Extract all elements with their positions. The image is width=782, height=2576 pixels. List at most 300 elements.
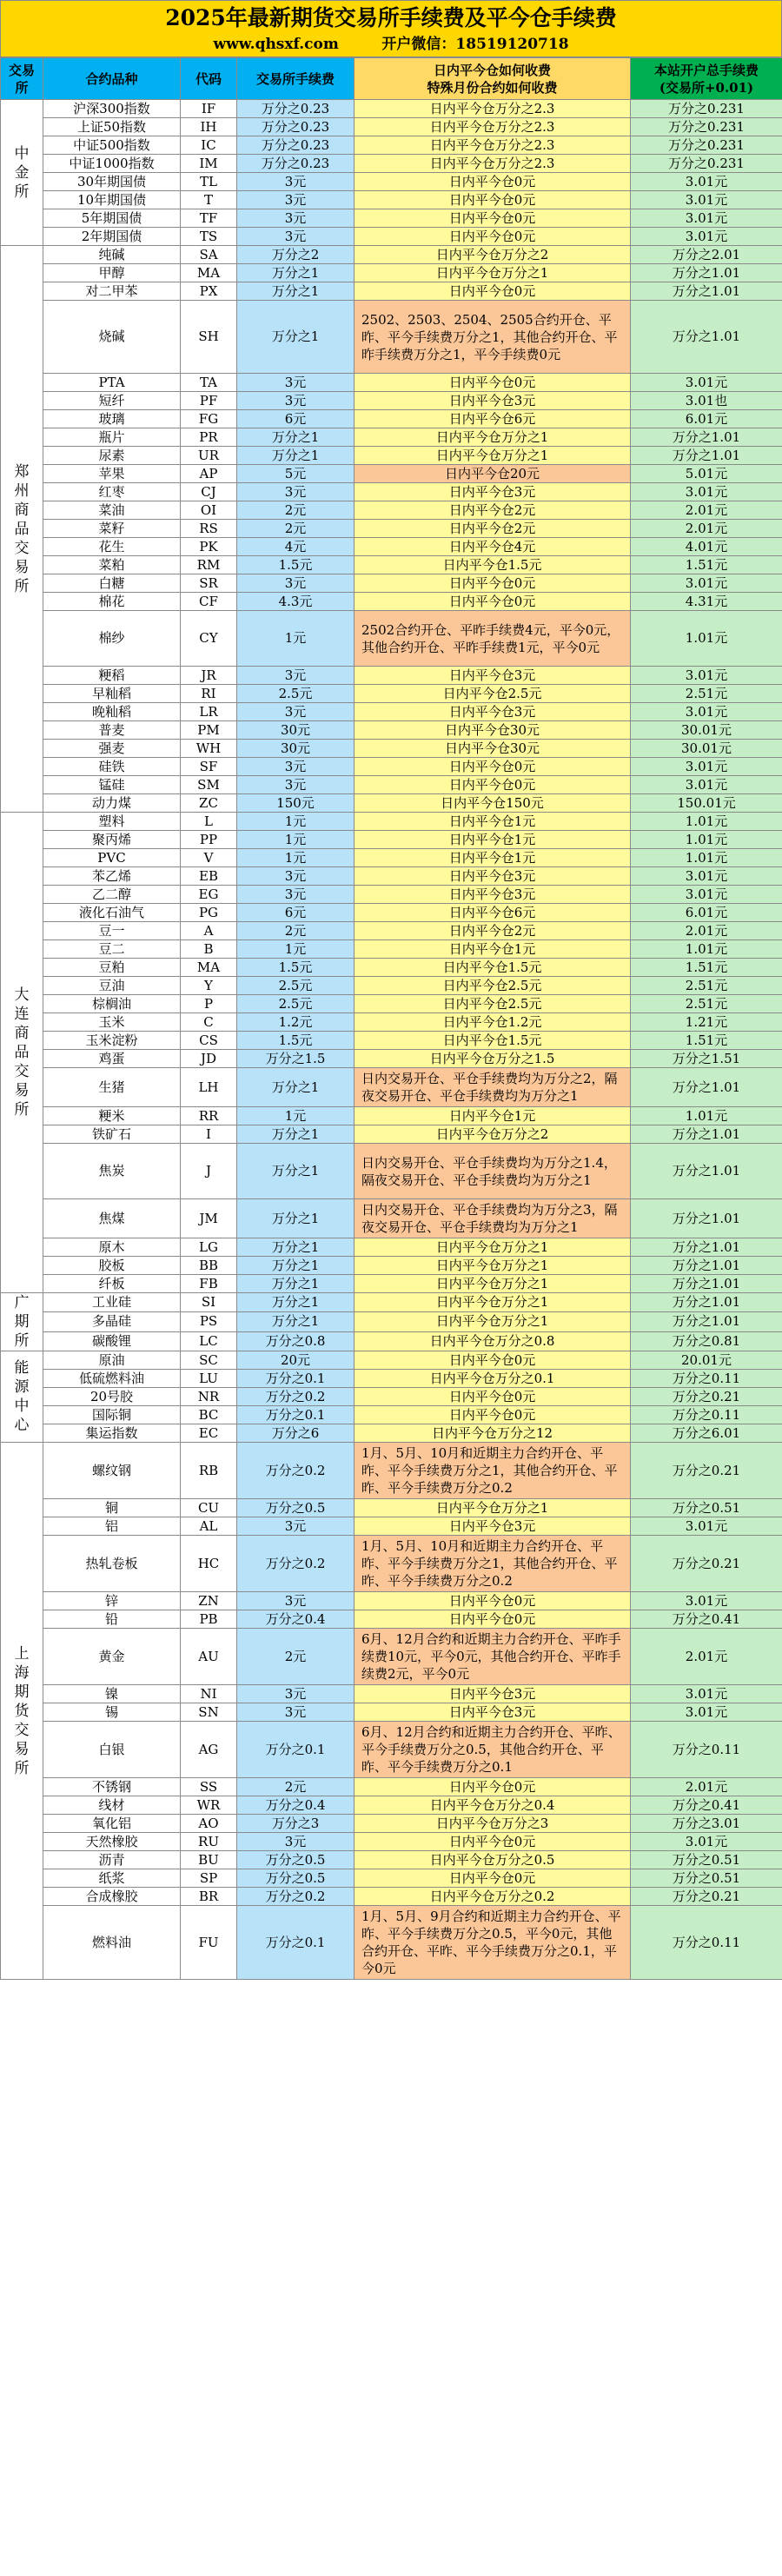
total-fee: 3.01元	[631, 776, 782, 794]
contract-code: RU	[181, 1833, 237, 1851]
intraday-fee: 日内平今仓6元	[355, 410, 631, 428]
total-fee: 3.01元	[631, 667, 782, 685]
table-row	[1, 1312, 782, 1331]
total-fee: 3.01元	[631, 574, 782, 593]
contract-name: 玉米淀粉	[43, 1032, 181, 1050]
contract-code: NR	[181, 1388, 237, 1406]
intraday-fee: 1月、5月、9月合约和近期主力合约开仓、平昨、平今手续费万分之0.5，平今0元，其他合约开仓、平昨、平今手续费万分之0.1，平今0元	[355, 1906, 631, 1980]
total-fee: 万分之0.21	[631, 1443, 782, 1499]
contract-code: EB	[181, 867, 237, 886]
contract-code: SS	[181, 1778, 237, 1796]
total-fee: 万分之0.21	[631, 1888, 782, 1906]
table-row	[1, 1592, 782, 1610]
total-fee: 万分之0.21	[631, 1388, 782, 1406]
intraday-fee: 日内平今仓6元	[355, 904, 631, 922]
intraday-fee: 日内平今仓3元	[355, 1703, 631, 1722]
total-fee: 万分之0.231	[631, 100, 782, 118]
table-row	[1, 100, 782, 118]
intraday-fee: 日内平今仓0元	[355, 374, 631, 392]
contract-name: PTA	[43, 374, 181, 392]
total-fee: 1.01元	[631, 831, 782, 849]
total-fee: 万分之2.01	[631, 246, 782, 264]
total-fee: 万分之1.01	[631, 1125, 782, 1144]
intraday-fee: 6月、12月合约和近期主力合约开仓、平昨手续费10元，平今0元，其他合约开仓、平昨手续费2元，平今0元	[355, 1629, 631, 1685]
total-fee: 3.01元	[631, 1703, 782, 1722]
exchange-fee: 3元	[237, 867, 355, 886]
exchange-fee: 20元	[237, 1351, 355, 1370]
exchange-name: 中金所	[1, 100, 43, 246]
table-row	[1, 1388, 782, 1406]
contract-name: 天然橡胶	[43, 1833, 181, 1851]
contract-name: 塑料	[43, 813, 181, 831]
exchange-fee: 万分之0.1	[237, 1906, 355, 1980]
total-fee: 3.01元	[631, 886, 782, 904]
contract-code: BR	[181, 1888, 237, 1906]
contract-code: PG	[181, 904, 237, 922]
total-fee: 万分之1.01	[631, 1293, 782, 1312]
contract-code: JM	[181, 1199, 237, 1238]
total-fee: 1.01元	[631, 940, 782, 959]
contract-name: 上证50指数	[43, 118, 181, 136]
total-fee: 万分之1.01	[631, 301, 782, 374]
table-row	[1, 1406, 782, 1424]
intraday-fee: 日内平今仓30元	[355, 740, 631, 758]
exchange-fee: 万分之1	[237, 1068, 355, 1107]
contract-code: WH	[181, 740, 237, 758]
contract-code: CJ	[181, 483, 237, 501]
total-fee: 2.01元	[631, 501, 782, 520]
contract-name: 中证1000指数	[43, 155, 181, 173]
contact-line	[1, 34, 781, 55]
exchange-fee: 3元	[237, 703, 355, 721]
table-row	[1, 1032, 782, 1050]
intraday-fee: 日内平今仓0元	[355, 1869, 631, 1888]
exchange-fee: 2元	[237, 1778, 355, 1796]
contract-code: AG	[181, 1722, 237, 1778]
total-fee: 3.01元	[631, 374, 782, 392]
contract-name: 纤板	[43, 1275, 181, 1293]
total-fee: 万分之0.51	[631, 1851, 782, 1869]
contract-name: 中证500指数	[43, 136, 181, 155]
contract-code: C	[181, 1013, 237, 1032]
exchange-fee: 万分之0.23	[237, 136, 355, 155]
exchange-fee: 2元	[237, 520, 355, 538]
contract-code: SH	[181, 301, 237, 374]
exchange-fee: 3元	[237, 209, 355, 228]
intraday-fee: 日内平今仓万分之1	[355, 264, 631, 282]
total-fee: 6.01元	[631, 904, 782, 922]
contract-name: 玉米	[43, 1013, 181, 1032]
contract-code: SM	[181, 776, 237, 794]
total-fee: 3.01元	[631, 1517, 782, 1536]
intraday-fee: 日内平今仓万分之3	[355, 1815, 631, 1833]
contract-name: 10年期国债	[43, 191, 181, 209]
table-row	[1, 904, 782, 922]
table-row	[1, 538, 782, 556]
total-fee: 2.01元	[631, 922, 782, 940]
contract-name: 螺纹钢	[43, 1443, 181, 1499]
exchange-name: 广期所	[1, 1293, 43, 1351]
table-row	[1, 611, 782, 667]
contract-name: 烧碱	[43, 301, 181, 374]
contract-name: PVC	[43, 849, 181, 867]
contract-code: AL	[181, 1517, 237, 1536]
contract-code: TF	[181, 209, 237, 228]
contract-code: BC	[181, 1406, 237, 1424]
contract-code: RI	[181, 685, 237, 703]
contract-code: ZC	[181, 794, 237, 813]
contract-name: 晚籼稻	[43, 703, 181, 721]
total-fee: 1.01元	[631, 813, 782, 831]
exchange-name: 上 海 期 货 交 易 所	[1, 1443, 43, 1980]
contract-code: A	[181, 922, 237, 940]
contract-code: BU	[181, 1851, 237, 1869]
table-row	[1, 685, 782, 703]
table-row	[1, 1629, 782, 1685]
exchange-fee: 4元	[237, 538, 355, 556]
total-fee: 万分之0.21	[631, 1536, 782, 1592]
contract-name: 菜籽	[43, 520, 181, 538]
total-fee: 6.01元	[631, 410, 782, 428]
contract-name: 豆一	[43, 922, 181, 940]
header-row	[1, 58, 782, 100]
total-fee: 30.01元	[631, 721, 782, 740]
intraday-fee: 日内平今仓3元	[355, 667, 631, 685]
table-row	[1, 794, 782, 813]
contract-name: 黄金	[43, 1629, 181, 1685]
total-fee: 万分之0.11	[631, 1906, 782, 1980]
exchange-fee: 万分之0.23	[237, 118, 355, 136]
contract-code: CF	[181, 593, 237, 611]
contract-name: 硅铁	[43, 758, 181, 776]
contract-name: 热轧卷板	[43, 1536, 181, 1592]
exchange-fee: 3元	[237, 228, 355, 246]
table-row	[1, 959, 782, 977]
table-row	[1, 410, 782, 428]
table-row	[1, 1610, 782, 1629]
intraday-fee: 日内平今仓2元	[355, 922, 631, 940]
intraday-fee: 日内平今仓3元	[355, 483, 631, 501]
exchange-fee: 2.5元	[237, 995, 355, 1013]
exchange-fee: 万分之2	[237, 246, 355, 264]
total-fee: 万分之1.01	[631, 1257, 782, 1275]
exchange-fee: 万分之1	[237, 1293, 355, 1312]
total-fee: 万分之6.01	[631, 1424, 782, 1443]
exchange-fee: 150元	[237, 794, 355, 813]
total-fee: 1.01元	[631, 1107, 782, 1125]
exchange-fee: 1.5元	[237, 1032, 355, 1050]
contract-code: HC	[181, 1536, 237, 1592]
contract-name: 菜油	[43, 501, 181, 520]
intraday-fee: 日内交易开仓、平仓手续费均为万分之1.4，隔夜交易开仓、平仓手续费均为万分之1	[355, 1144, 631, 1199]
intraday-fee: 日内平今仓1元	[355, 1107, 631, 1125]
total-fee: 万分之0.231	[631, 118, 782, 136]
intraday-fee: 日内平今仓2.5元	[355, 685, 631, 703]
table-row	[1, 465, 782, 483]
exchange-fee: 万分之0.4	[237, 1610, 355, 1629]
intraday-fee: 日内平今仓3元	[355, 886, 631, 904]
table-row	[1, 1536, 782, 1592]
contract-name: 合成橡胶	[43, 1888, 181, 1906]
contract-code: TA	[181, 374, 237, 392]
exchange-fee: 万分之1	[237, 1125, 355, 1144]
total-fee: 3.01元	[631, 209, 782, 228]
contract-name: 早籼稻	[43, 685, 181, 703]
total-fee: 万分之0.11	[631, 1722, 782, 1778]
table-row	[1, 593, 782, 611]
contract-name: 2年期国债	[43, 228, 181, 246]
contract-code: NI	[181, 1685, 237, 1703]
contract-code: PB	[181, 1610, 237, 1629]
contract-code: JD	[181, 1050, 237, 1068]
col-exchange-fee: 交易所手续费	[237, 58, 355, 100]
contract-name: 棉纱	[43, 611, 181, 667]
total-fee: 2.51元	[631, 685, 782, 703]
contract-code: EC	[181, 1424, 237, 1443]
website-link[interactable]: www.qhsxf.com	[213, 36, 339, 53]
table-row	[1, 155, 782, 173]
table-row	[1, 136, 782, 155]
total-fee: 2.01元	[631, 1778, 782, 1796]
contract-code: LU	[181, 1370, 237, 1388]
exchange-fee: 万分之0.1	[237, 1370, 355, 1388]
total-fee: 1.01元	[631, 611, 782, 667]
contract-code: JR	[181, 667, 237, 685]
contract-name: 氧化铝	[43, 1815, 181, 1833]
total-fee: 30.01元	[631, 740, 782, 758]
total-fee: 万分之0.11	[631, 1370, 782, 1388]
total-fee: 万分之1.01	[631, 1144, 782, 1199]
total-fee: 3.01元	[631, 483, 782, 501]
intraday-fee: 1月、5月、10月和近期主力合约开仓、平昨、平今手续费万分之1，其他合约开仓、平昨、平今手续费万分之0.2	[355, 1443, 631, 1499]
total-fee: 2.01元	[631, 1629, 782, 1685]
exchange-fee: 万分之1	[237, 264, 355, 282]
total-fee: 3.01元	[631, 867, 782, 886]
table-row	[1, 1238, 782, 1257]
contract-code: SF	[181, 758, 237, 776]
intraday-fee: 日内平今仓万分之0.5	[355, 1851, 631, 1869]
total-fee: 万分之1.01	[631, 1199, 782, 1238]
exchange-fee: 2.5元	[237, 977, 355, 995]
exchange-fee: 6元	[237, 410, 355, 428]
exchange-fee: 3元	[237, 1517, 355, 1536]
contract-name: 乙二醇	[43, 886, 181, 904]
table-row	[1, 246, 782, 264]
col-intraday: 日内平今仓如何收费 特殊月份合约如何收费	[355, 58, 631, 100]
table-row	[1, 813, 782, 831]
exchange-fee: 万分之0.2	[237, 1443, 355, 1499]
contract-name: 棉花	[43, 593, 181, 611]
contract-code: ZN	[181, 1592, 237, 1610]
total-fee: 万分之1.01	[631, 1312, 782, 1331]
contract-code: B	[181, 940, 237, 959]
exchange-fee: 万分之0.2	[237, 1888, 355, 1906]
contract-code: SA	[181, 246, 237, 264]
contract-code: V	[181, 849, 237, 867]
contract-code: SR	[181, 574, 237, 593]
exchange-fee: 万分之6	[237, 1424, 355, 1443]
col-exchange: 交易所	[1, 58, 43, 100]
exchange-fee: 3元	[237, 374, 355, 392]
exchange-fee: 万分之1	[237, 282, 355, 301]
exchange-fee: 万分之0.23	[237, 155, 355, 173]
contract-name: 对二甲苯	[43, 282, 181, 301]
contract-code: I	[181, 1125, 237, 1144]
intraday-fee: 6月、12月合约和近期主力合约开仓、平昨、平今手续费万分之0.5，其他合约开仓、平昨、平今手续费万分之0.1	[355, 1722, 631, 1778]
intraday-fee: 日内平今仓1元	[355, 831, 631, 849]
intraday-fee: 日内平今仓30元	[355, 721, 631, 740]
contract-name: 鸡蛋	[43, 1050, 181, 1068]
total-fee: 150.01元	[631, 794, 782, 813]
total-fee: 3.01元	[631, 1592, 782, 1610]
total-fee: 3.01元	[631, 228, 782, 246]
title-banner	[0, 0, 782, 57]
intraday-fee: 日内平今仓150元	[355, 794, 631, 813]
contract-code: Y	[181, 977, 237, 995]
contract-code: P	[181, 995, 237, 1013]
contract-name: 尿素	[43, 447, 181, 465]
table-row	[1, 1257, 782, 1275]
intraday-fee: 日内平今仓0元	[355, 1778, 631, 1796]
table-row	[1, 228, 782, 246]
intraday-fee: 日内平今仓万分之2	[355, 1125, 631, 1144]
exchange-fee: 万分之0.5	[237, 1499, 355, 1517]
total-fee: 3.01元	[631, 191, 782, 209]
table-row	[1, 1815, 782, 1833]
table-row	[1, 1331, 782, 1351]
contract-code: T	[181, 191, 237, 209]
exchange-fee: 万分之1	[237, 1275, 355, 1293]
table-row	[1, 1068, 782, 1107]
exchange-fee: 5元	[237, 465, 355, 483]
exchange-fee: 万分之1	[237, 1257, 355, 1275]
intraday-fee: 日内平今仓0元	[355, 574, 631, 593]
contract-code: WR	[181, 1796, 237, 1815]
intraday-fee: 日内平今仓0元	[355, 1388, 631, 1406]
contract-name: 玻璃	[43, 410, 181, 428]
total-fee: 万分之0.231	[631, 136, 782, 155]
contract-code: PK	[181, 538, 237, 556]
intraday-fee: 日内平今仓2元	[355, 520, 631, 538]
exchange-fee: 万分之0.5	[237, 1869, 355, 1888]
contract-name: 甲醇	[43, 264, 181, 282]
intraday-fee: 日内平今仓万分之1	[355, 1499, 631, 1517]
total-fee: 万分之0.41	[631, 1610, 782, 1629]
table-row	[1, 721, 782, 740]
exchange-name: 能 源 中 心	[1, 1351, 43, 1443]
exchange-fee: 3元	[237, 667, 355, 685]
contract-name: 铁矿石	[43, 1125, 181, 1144]
contract-name: 聚丙烯	[43, 831, 181, 849]
exchange-fee: 万分之0.2	[237, 1536, 355, 1592]
contract-name: 动力煤	[43, 794, 181, 813]
table-row	[1, 374, 782, 392]
intraday-fee: 日内平今仓万分之0.2	[355, 1888, 631, 1906]
exchange-fee: 万分之0.1	[237, 1722, 355, 1778]
contract-code: MA	[181, 959, 237, 977]
total-fee: 万分之1.01	[631, 1238, 782, 1257]
intraday-fee: 日内平今仓1元	[355, 940, 631, 959]
intraday-fee: 日内平今仓0元	[355, 1610, 631, 1629]
exchange-fee: 30元	[237, 721, 355, 740]
total-fee: 1.51元	[631, 1032, 782, 1050]
total-fee: 3.01也	[631, 392, 782, 410]
contract-code: UR	[181, 447, 237, 465]
intraday-fee: 日内平今仓1.5元	[355, 1032, 631, 1050]
exchange-fee: 3元	[237, 1685, 355, 1703]
table-row	[1, 977, 782, 995]
contract-name: 镍	[43, 1685, 181, 1703]
contract-code: PX	[181, 282, 237, 301]
intraday-fee: 日内平今仓万分之12	[355, 1424, 631, 1443]
total-fee: 万分之0.51	[631, 1869, 782, 1888]
total-fee: 万分之1.01	[631, 428, 782, 447]
contract-name: 豆二	[43, 940, 181, 959]
intraday-fee: 日内平今仓万分之0.8	[355, 1331, 631, 1351]
intraday-fee: 日内平今仓万分之2.3	[355, 155, 631, 173]
exchange-name: 大 连 商 品 交 易 所	[1, 813, 43, 1293]
exchange-fee: 2.5元	[237, 685, 355, 703]
contract-code: J	[181, 1144, 237, 1199]
intraday-fee: 日内平今仓20元	[355, 465, 631, 483]
table-row	[1, 1869, 782, 1888]
intraday-fee: 日内平今仓万分之2.3	[355, 118, 631, 136]
total-fee: 1.21元	[631, 1013, 782, 1032]
total-fee: 1.51元	[631, 556, 782, 574]
intraday-fee: 日内平今仓3元	[355, 1685, 631, 1703]
table-row	[1, 1722, 782, 1778]
exchange-fee: 6元	[237, 904, 355, 922]
contract-code: CS	[181, 1032, 237, 1050]
intraday-fee: 日内平今仓1.5元	[355, 556, 631, 574]
exchange-fee: 3元	[237, 758, 355, 776]
contract-name: 集运指数	[43, 1424, 181, 1443]
exchange-fee: 万分之0.2	[237, 1388, 355, 1406]
exchange-fee: 1元	[237, 940, 355, 959]
exchange-fee: 2元	[237, 922, 355, 940]
intraday-fee: 日内平今仓0元	[355, 1351, 631, 1370]
total-fee: 万分之1.51	[631, 1050, 782, 1068]
table-row	[1, 758, 782, 776]
contract-name: 低硫燃料油	[43, 1370, 181, 1388]
col-code: 代码	[181, 58, 237, 100]
total-fee: 2.51元	[631, 995, 782, 1013]
table-row	[1, 1888, 782, 1906]
intraday-fee: 日内交易开仓、平仓手续费均为万分之3，隔夜交易开仓、平仓手续费均为万分之1	[355, 1199, 631, 1238]
intraday-fee: 日内平今仓0元	[355, 1592, 631, 1610]
total-fee: 1.01元	[631, 849, 782, 867]
table-row	[1, 1275, 782, 1293]
table-row	[1, 447, 782, 465]
table-row	[1, 282, 782, 301]
exchange-fee: 1.5元	[237, 556, 355, 574]
intraday-fee: 日内平今仓万分之1	[355, 1275, 631, 1293]
contract-name: 纯碱	[43, 246, 181, 264]
table-row	[1, 556, 782, 574]
total-fee: 4.31元	[631, 593, 782, 611]
exchange-fee: 3元	[237, 1833, 355, 1851]
total-fee: 万分之0.41	[631, 1796, 782, 1815]
contract-code: RM	[181, 556, 237, 574]
total-fee: 万分之3.01	[631, 1815, 782, 1833]
contract-code: LG	[181, 1238, 237, 1257]
contract-name: 铜	[43, 1499, 181, 1517]
contract-name: 20号胶	[43, 1388, 181, 1406]
contract-code: IH	[181, 118, 237, 136]
intraday-fee: 日内平今仓0元	[355, 776, 631, 794]
table-row	[1, 574, 782, 593]
exchange-fee: 4.3元	[237, 593, 355, 611]
